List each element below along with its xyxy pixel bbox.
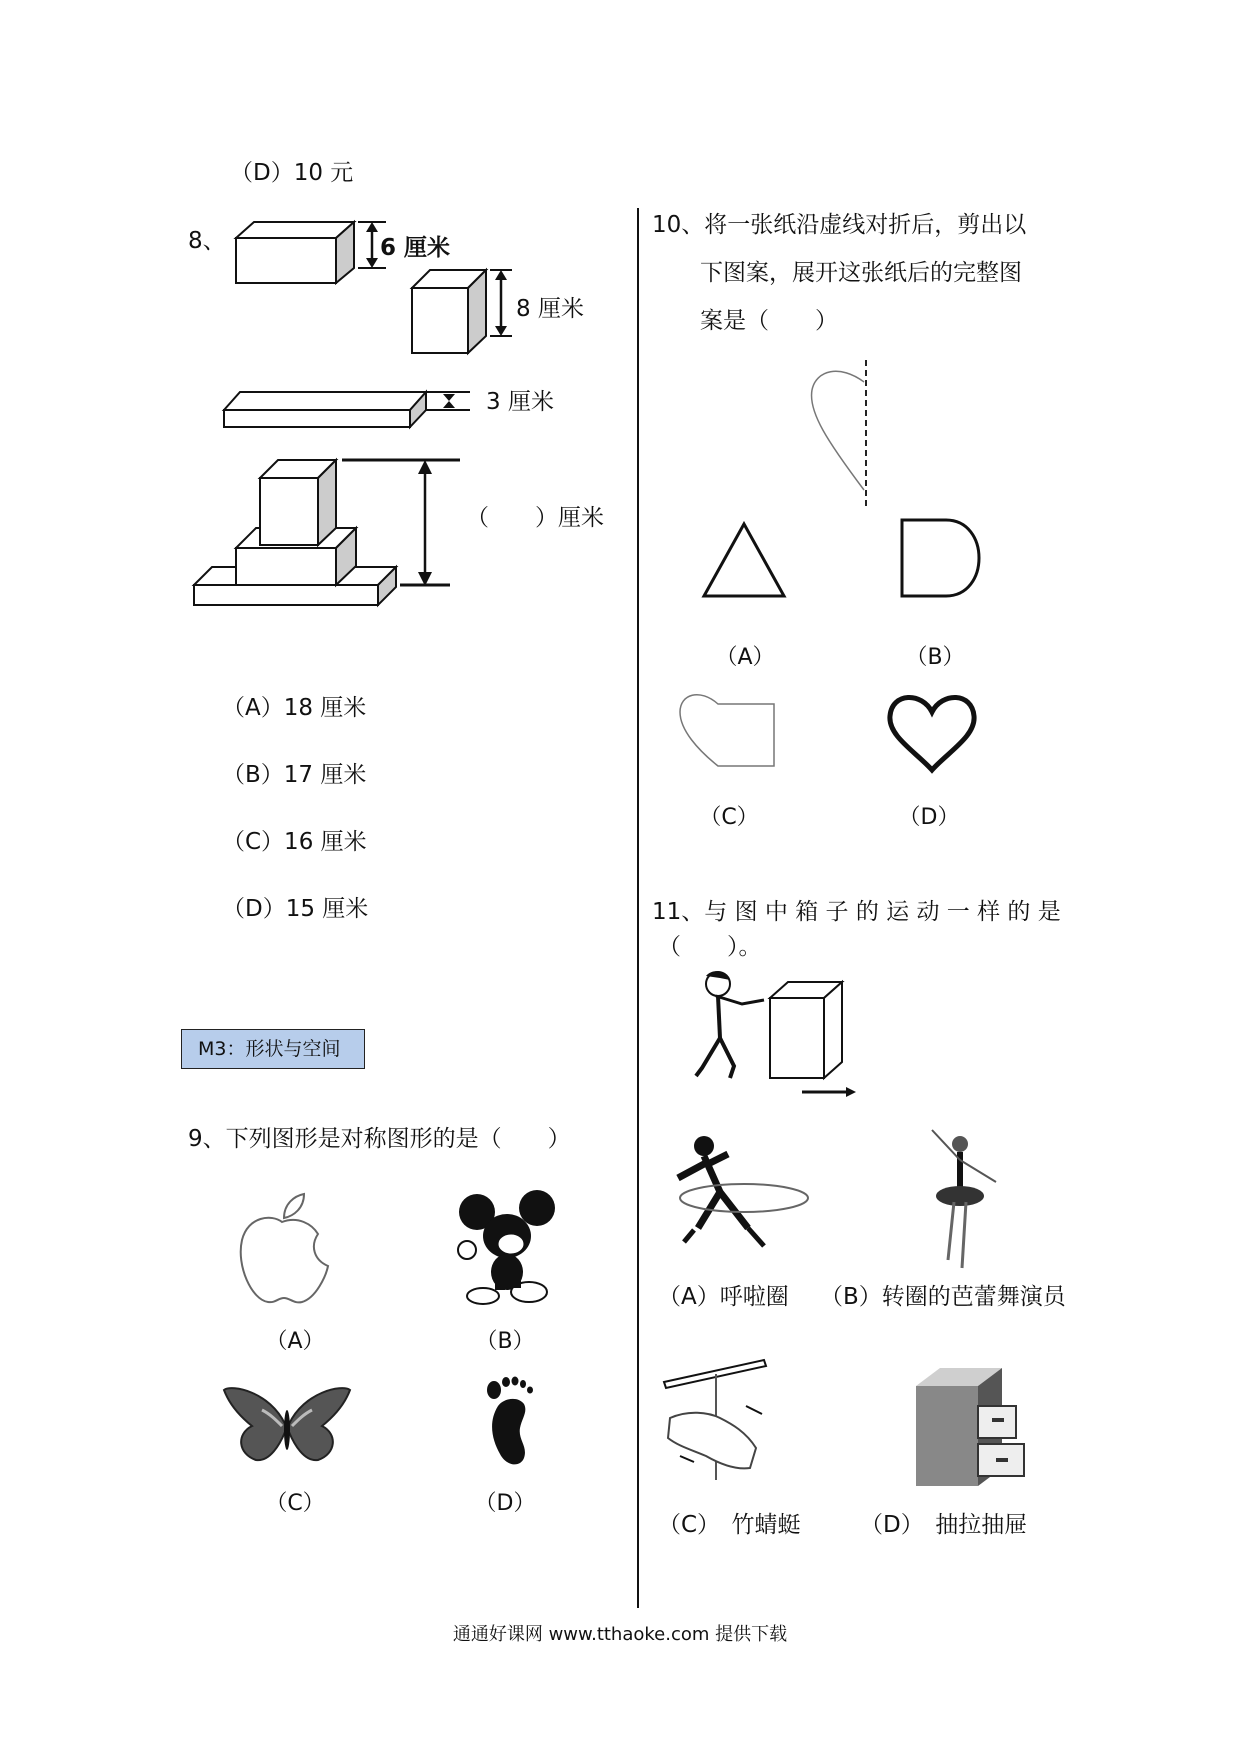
q11-option-b: （B）转圈的芭蕾舞演员 — [820, 1284, 1066, 1310]
option-d-heart — [886, 690, 978, 774]
ballerina-icon — [902, 1124, 1022, 1284]
q9-label-c: （C） — [265, 1491, 325, 1516]
q10-line3: 案是（ ） — [700, 308, 838, 334]
q8-option-c: （C）16 厘米 — [222, 829, 367, 855]
q11-option-c: （C） 竹蜻蜓 — [658, 1512, 801, 1538]
column-divider — [637, 208, 639, 1608]
block-6cm — [236, 222, 354, 283]
q9-label-a: （A） — [265, 1329, 325, 1354]
option-b-d-shape — [898, 516, 994, 600]
q8-number: 8、 — [188, 228, 226, 254]
q9-label-b: （B） — [475, 1329, 535, 1354]
prev-option-d: （D）10 元 — [230, 160, 354, 186]
q10-line1: 10、将一张纸沿虚线对折后，剪出以 — [652, 212, 1027, 238]
q11-line2: （ ）。 — [658, 934, 762, 960]
hula-hoop-icon — [668, 1134, 812, 1266]
butterfly-icon — [222, 1384, 352, 1468]
footprint-icon — [480, 1372, 540, 1472]
boy-pushing-box — [690, 968, 860, 1108]
q8-dim-6cm: 6 厘米 — [380, 235, 451, 261]
q11-option-a: （A）呼啦圈 — [658, 1284, 789, 1310]
q11-line1: 11、与 图 中 箱 子 的 运 动 一 样 的 是 — [652, 899, 1061, 925]
drawer-cabinet-icon — [912, 1364, 1030, 1488]
apple-icon — [232, 1192, 332, 1308]
plank-3cm — [224, 392, 426, 427]
bamboo-dragonfly-icon — [660, 1352, 780, 1484]
q8-answer-blank: （ ）厘米 — [466, 505, 604, 531]
q11-option-d: （D） 抽拉抽屉 — [860, 1512, 1028, 1538]
q8-dim-3cm: 3 厘米 — [486, 389, 554, 415]
mickey-mouse-icon — [455, 1190, 555, 1306]
q10-label-b: （B） — [905, 645, 965, 670]
q10-label-a: （A） — [715, 645, 775, 670]
q8-option-d: （D）15 厘米 — [222, 896, 369, 922]
stacked-tower — [194, 460, 396, 605]
q8-option-b: （B）17 厘米 — [222, 762, 367, 788]
q8-dim-8cm: 8 厘米 — [516, 296, 584, 322]
option-a-triangle — [700, 520, 790, 600]
q10-label-d: （D） — [898, 805, 960, 830]
q8-option-a: （A）18 厘米 — [222, 695, 367, 721]
q10-label-c: （C） — [699, 805, 759, 830]
page-footer: 通通好课网 www.tthaoke.com 提供下载 — [452, 1624, 788, 1645]
folded-half-heart — [800, 360, 880, 510]
q9-label-d: （D） — [474, 1491, 536, 1516]
option-c-half-heart-square — [678, 690, 780, 770]
cube-8cm — [412, 270, 486, 353]
section-badge: M3：形状与空间 — [181, 1029, 365, 1069]
q9-question: 9、下列图形是对称图形的是（ ） — [188, 1126, 571, 1152]
q10-line2: 下图案，展开这张纸后的完整图 — [700, 260, 1022, 286]
